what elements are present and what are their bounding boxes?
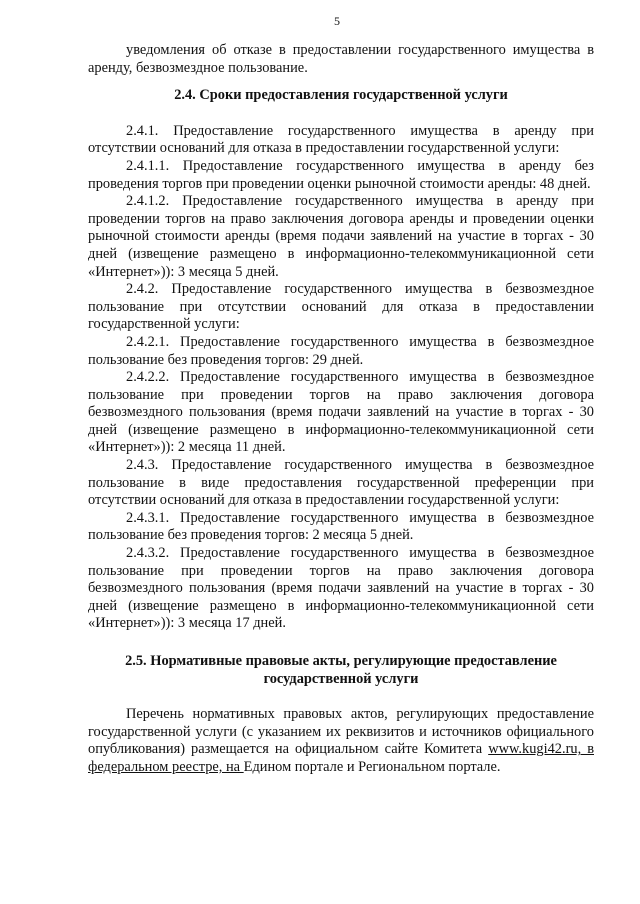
paragraph-2-4-1: 2.4.1. Предоставление государственного имущества в аренду при отсутствии оснований для отказа в предоставлении государственной услуги: bbox=[88, 122, 594, 157]
paragraph-2-4-3: 2.4.3. Предоставление государственного имущества в безвозмездное пользование в виде предоставления государственной преференции при отсутствии оснований для отказа в предоставлении государственной услуги: bbox=[88, 457, 594, 509]
paragraph-2-5-start: Перечень нормативных правовых актов, регулирующих предоставление государственной услуги (с указанием их реквизитов и источников официального опубликования) размещается на официальном сайте Комитета bbox=[88, 706, 594, 758]
paragraph-2-4-1-1: 2.4.1.1. Предоставление государственного имущества в аренду без проведения торгов при проведении оценки рыночной стоимости аренды: 48 дней. bbox=[88, 157, 594, 192]
section-2-5-heading-line2: государственной услуги bbox=[263, 670, 419, 687]
paragraph-2-5-end: Едином портале и Региональном портале. bbox=[243, 758, 501, 775]
paragraph-2-5 bbox=[88, 706, 594, 776]
intro-continuation-paragraph: уведомления об отказе в предоставлении государственного имущества в аренду, безвозмездное пользование. bbox=[88, 42, 594, 76]
paragraph-2-4-3-2: 2.4.3.2. Предоставление государственного имущества в безвозмездное пользование при проведении торгов на право заключения договора безвозмездного пользования (время подачи заявлений на участие в торгах - 30 дней (извещение размещено в информационно-телекоммуникационной сети «Интернет»)): 3 месяца 17 дней. bbox=[88, 545, 594, 632]
kugi42-site-link[interactable]: www.kugi42.ru, в федеральном реестре, на bbox=[88, 741, 594, 775]
paragraph-2-4-2-2: 2.4.2.2. Предоставление государственного имущества в безвозмездное пользование при проведении торгов на право заключения договора безвозмездного пользования (время подачи заявлений на участие в торгах - 30 дней (извещение размещено в информационно-телекоммуникационной сети «Интернет»)): 2 месяца 11 дней. bbox=[88, 369, 594, 456]
section-2-5-heading bbox=[88, 653, 594, 688]
paragraph-2-4-1-2: 2.4.1.2. Предоставление государственного имущества в аренду при проведении торгов на право заключения договора аренды и проведении оценки рыночной стоимости аренды (время подачи заявлений на участие в торгах - 30 дней (извещение размещено в информационно-телекоммуникационной сети «Интернет»)): 3 месяца 5 дней. bbox=[88, 193, 594, 280]
paragraph-2-4-2: 2.4.2. Предоставление государственного имущества в безвозмездное пользование при отсутствии оснований для отказа в предоставлении государственной услуги: bbox=[88, 281, 594, 333]
section-2-5-heading-line1: 2.5. Нормативные правовые акты, регулирующие предоставление bbox=[125, 653, 557, 669]
paragraph-2-4-3-1: 2.4.3.1. Предоставление государственного имущества в безвозмездное пользование без проведения торгов: 2 месяца 5 дней. bbox=[88, 509, 594, 544]
paragraph-2-4-2-1: 2.4.2.1. Предоставление государственного имущества в безвозмездное пользование без проведения торгов: 29 дней. bbox=[88, 333, 594, 368]
page-number: 5 bbox=[334, 14, 340, 28]
section-2-4-heading: 2.4. Сроки предоставления государственной услуги bbox=[174, 87, 508, 104]
